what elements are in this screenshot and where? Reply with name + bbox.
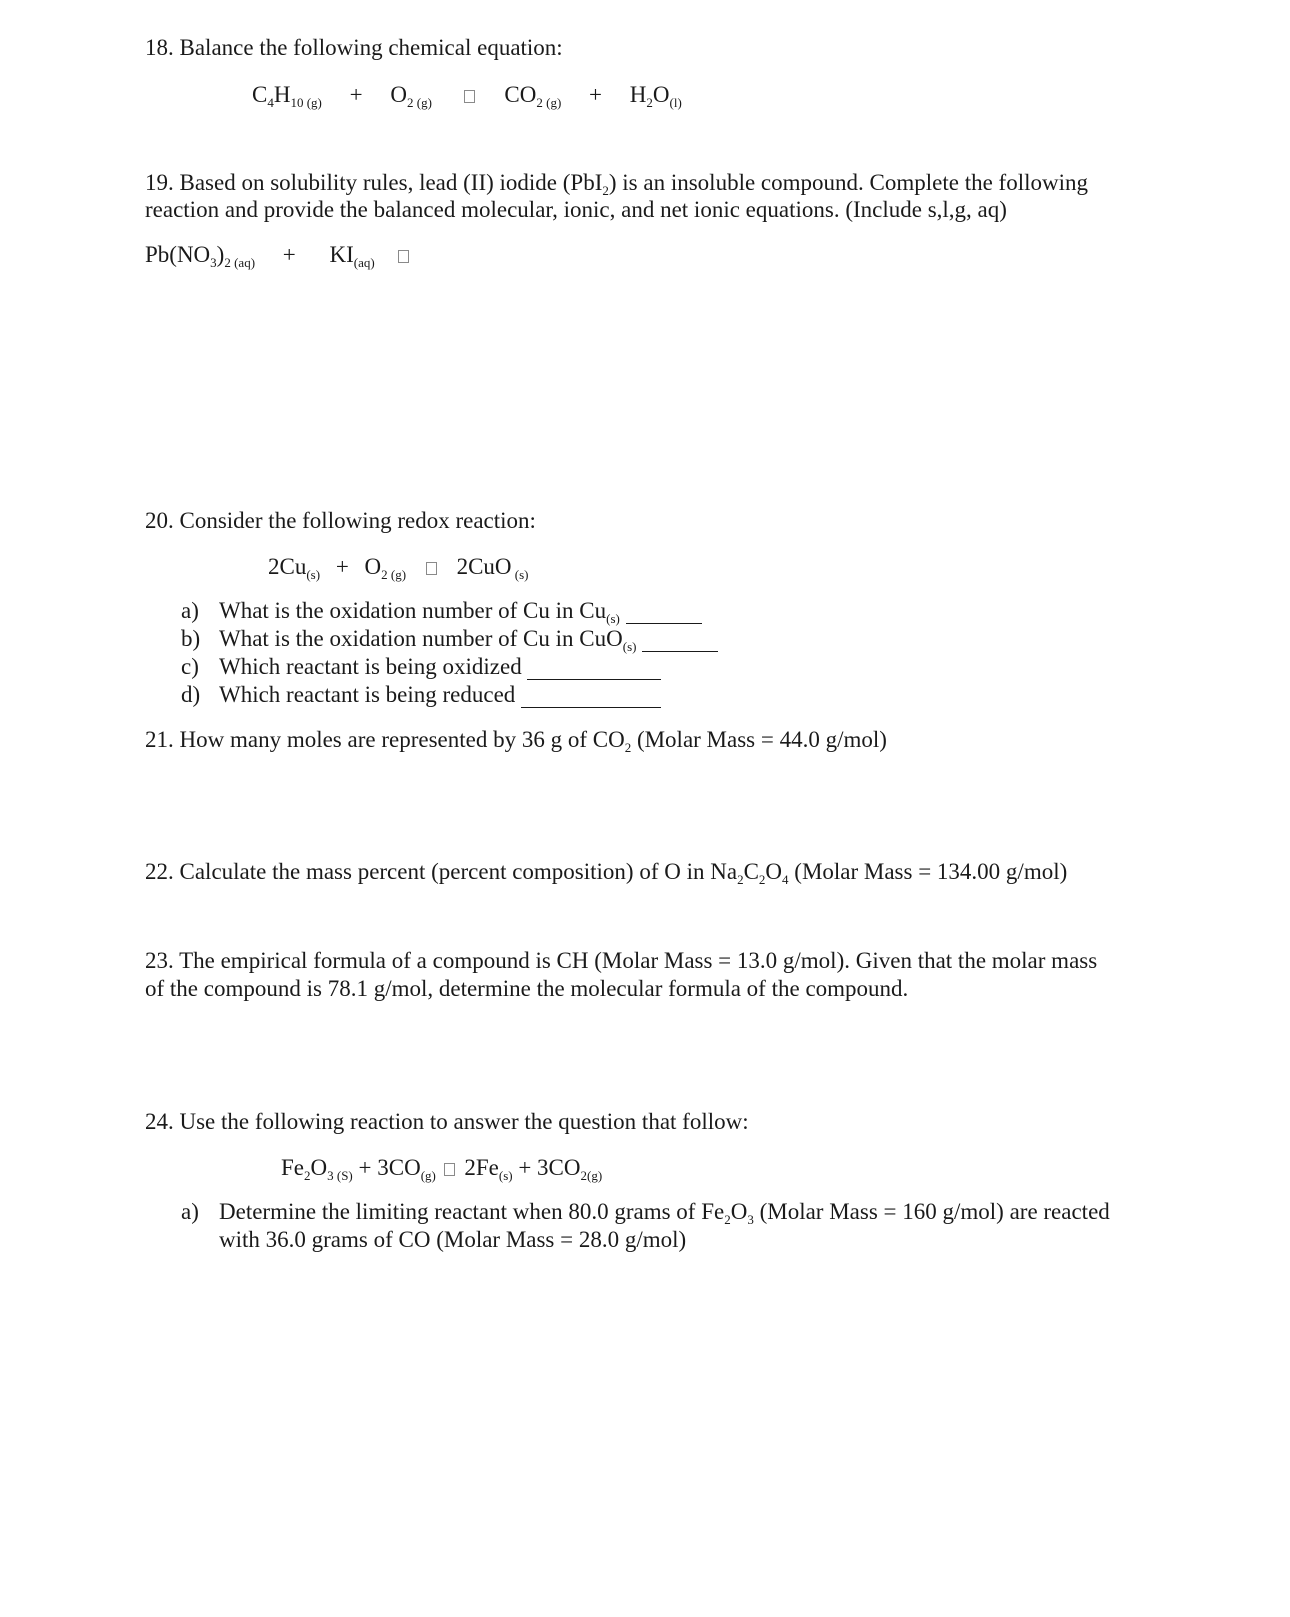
q18-prompt: 18. Balance the following chemical equation: — [145, 35, 563, 60]
q20-part-d: d) Which reactant is being reduced — [181, 681, 661, 709]
q24-part-a-line2: with 36.0 grams of CO (Molar Mass = 28.0 g/mol) — [219, 1227, 687, 1252]
q20-prompt: 20. Consider the following redox reaction: — [145, 508, 536, 533]
reaction-arrow-icon — [398, 250, 409, 263]
q22-question: 22. Calculate the mass percent (percent composition) of O in $Na_2C_2O_4$ (Molar Mass = 134.00 g/mol) — [145, 859, 1068, 887]
q24-part-a-line1: a) Determine the limiting reactant when 80.0 grams of $Fe_2O_3$ (Molar Mass = 160 g/mol) are reacted — [181, 1199, 1110, 1227]
answer-blank[interactable] — [527, 657, 661, 680]
q20-part-b: b) What is the oxidation number of Cu in CuO$_{(s)}$ — [181, 625, 718, 653]
answer-blank[interactable] — [642, 629, 718, 652]
reaction-arrow-icon — [426, 562, 437, 575]
q18-equation: $C_4H_{10 (g)} + O_{2 (g)}$ $CO_{2 (g)} + H_2O_{(l)}$ — [252, 82, 682, 110]
q19-line1: 19. Based on solubility rules, lead (II) iodide (PbI$_2$) is an insoluble compound. Complete the following — [145, 170, 1088, 198]
q19-equation: $Pb(NO_3)_{2 (aq)} + KI_{(aq)}$ — [145, 241, 409, 269]
q20-part-a: a) What is the oxidation number of Cu in $Cu_{(s)}$ — [181, 597, 702, 625]
answer-blank[interactable] — [626, 601, 702, 624]
answer-blank[interactable] — [521, 685, 661, 708]
q20-part-c: c) Which reactant is being oxidized — [181, 653, 661, 681]
q19-line2: reaction and provide the balanced molecular, ionic, and net ionic equations. (Include s,l,g, aq) — [145, 197, 1007, 222]
q24-equation: $Fe_2O_{3 (S)} + 3CO_{(g)}$ $2Fe_{(s)} + 3CO_{2(g)}$ — [281, 1155, 603, 1183]
q20-equation: $2Cu_{(s)} + O_{2 (g)}$ 2CuO $_{(s)}$ — [268, 554, 529, 582]
q24-prompt: 24. Use the following reaction to answer the question that follow: — [145, 1109, 749, 1134]
reaction-arrow-icon — [464, 90, 475, 103]
q23-line2: of the compound is 78.1 g/mol, determine the molecular formula of the compound. — [145, 976, 909, 1001]
reaction-arrow-icon — [444, 1163, 455, 1176]
q23-line1: 23. The empirical formula of a compound is CH (Molar Mass = 13.0 g/mol). Given that the molar mass — [145, 948, 1098, 973]
q21-question: 21. How many moles are represented by 36 g of $CO_2$ (Molar Mass = 44.0 g/mol) — [145, 727, 887, 755]
